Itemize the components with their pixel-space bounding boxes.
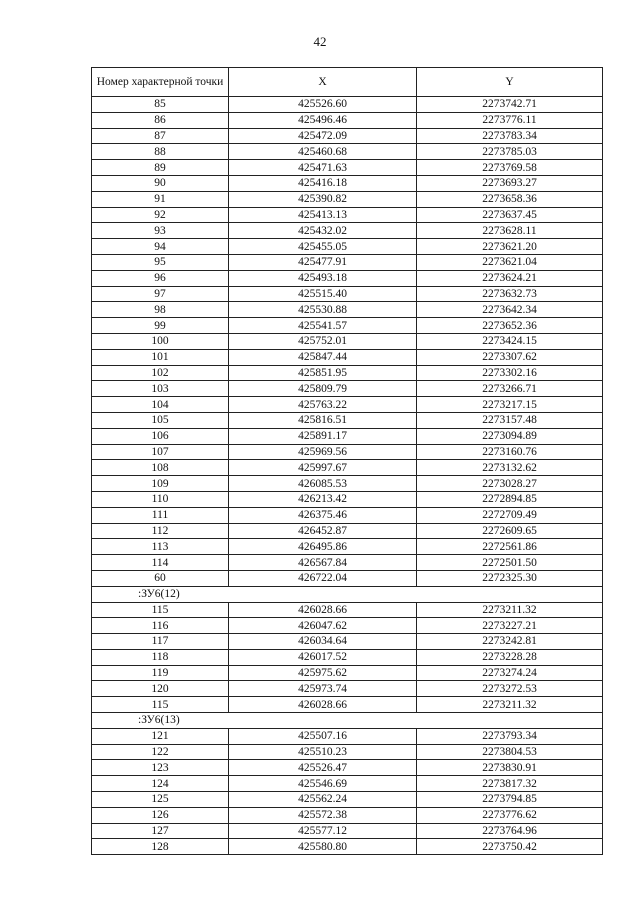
x-coordinate-cell: 426085.53 bbox=[229, 476, 417, 492]
table-row bbox=[92, 460, 603, 476]
header-y: Y bbox=[417, 68, 603, 97]
x-coordinate-cell: 425493.18 bbox=[229, 270, 417, 286]
y-coordinate-cell: 2273776.11 bbox=[417, 112, 603, 128]
point-number-cell: 117 bbox=[92, 634, 229, 650]
coordinates-table bbox=[91, 67, 603, 855]
x-coordinate-cell: 426034.64 bbox=[229, 634, 417, 650]
y-coordinate-cell: 2273652.36 bbox=[417, 318, 603, 334]
x-coordinate-cell: 425541.57 bbox=[229, 318, 417, 334]
table-row bbox=[92, 476, 603, 492]
page-number: 42 bbox=[313, 34, 327, 49]
y-coordinate-cell: 2273424.15 bbox=[417, 333, 603, 349]
y-coordinate-cell: 2272325.30 bbox=[417, 570, 603, 586]
point-number-cell: 101 bbox=[92, 349, 229, 365]
point-number-cell: 102 bbox=[92, 365, 229, 381]
y-coordinate-cell: 2273274.24 bbox=[417, 665, 603, 681]
header-x: X bbox=[229, 68, 417, 97]
y-coordinate-cell: 2273211.32 bbox=[417, 602, 603, 618]
table-row bbox=[92, 191, 603, 207]
x-coordinate-cell: 425507.16 bbox=[229, 728, 417, 744]
y-coordinate-cell: 2273642.34 bbox=[417, 302, 603, 318]
y-coordinate-cell: 2273785.03 bbox=[417, 144, 603, 160]
point-number-cell: 89 bbox=[92, 160, 229, 176]
table-row bbox=[92, 744, 603, 760]
y-coordinate-cell: 2273094.89 bbox=[417, 428, 603, 444]
x-coordinate-cell: 425975.62 bbox=[229, 665, 417, 681]
x-coordinate-cell: 425763.22 bbox=[229, 397, 417, 413]
section-empty-cell bbox=[417, 586, 603, 602]
x-coordinate-cell: 425973.74 bbox=[229, 681, 417, 697]
x-coordinate-cell: 425969.56 bbox=[229, 444, 417, 460]
x-coordinate-cell: 426375.46 bbox=[229, 507, 417, 523]
x-coordinate-cell: 425847.44 bbox=[229, 349, 417, 365]
table-row bbox=[92, 697, 603, 713]
y-coordinate-cell: 2273794.85 bbox=[417, 792, 603, 808]
x-coordinate-cell: 425816.51 bbox=[229, 412, 417, 428]
x-coordinate-cell: 425390.82 bbox=[229, 191, 417, 207]
section-label: :ЗУ6(12) bbox=[92, 586, 417, 602]
point-number-cell: 115 bbox=[92, 602, 229, 618]
point-number-cell: 112 bbox=[92, 523, 229, 539]
x-coordinate-cell: 425496.46 bbox=[229, 112, 417, 128]
point-number-cell: 85 bbox=[92, 97, 229, 113]
section-empty-cell bbox=[417, 713, 603, 729]
y-coordinate-cell: 2273764.96 bbox=[417, 823, 603, 839]
x-coordinate-cell: 425530.88 bbox=[229, 302, 417, 318]
table-row bbox=[92, 602, 603, 618]
table-row bbox=[92, 112, 603, 128]
point-number-cell: 99 bbox=[92, 318, 229, 334]
point-number-cell: 87 bbox=[92, 128, 229, 144]
table-row bbox=[92, 207, 603, 223]
y-coordinate-cell: 2273658.36 bbox=[417, 191, 603, 207]
table-row bbox=[92, 807, 603, 823]
x-coordinate-cell: 425416.18 bbox=[229, 175, 417, 191]
x-coordinate-cell: 425510.23 bbox=[229, 744, 417, 760]
point-number-cell: 105 bbox=[92, 412, 229, 428]
x-coordinate-cell: 425455.05 bbox=[229, 239, 417, 255]
point-number-cell: 103 bbox=[92, 381, 229, 397]
point-number-cell: 90 bbox=[92, 175, 229, 191]
table-row bbox=[92, 365, 603, 381]
point-number-cell: 60 bbox=[92, 570, 229, 586]
point-number-cell: 88 bbox=[92, 144, 229, 160]
x-coordinate-cell: 425577.12 bbox=[229, 823, 417, 839]
point-number-cell: 92 bbox=[92, 207, 229, 223]
y-coordinate-cell: 2273793.34 bbox=[417, 728, 603, 744]
x-coordinate-cell: 425471.63 bbox=[229, 160, 417, 176]
x-coordinate-cell: 426028.66 bbox=[229, 602, 417, 618]
y-coordinate-cell: 2273769.58 bbox=[417, 160, 603, 176]
table-row bbox=[92, 681, 603, 697]
table-row bbox=[92, 444, 603, 460]
table-row bbox=[92, 160, 603, 176]
x-coordinate-cell: 426028.66 bbox=[229, 697, 417, 713]
x-coordinate-cell: 425526.60 bbox=[229, 97, 417, 113]
x-coordinate-cell: 425477.91 bbox=[229, 254, 417, 270]
table-row bbox=[92, 760, 603, 776]
y-coordinate-cell: 2273307.62 bbox=[417, 349, 603, 365]
y-coordinate-cell: 2273242.81 bbox=[417, 634, 603, 650]
point-number-cell: 113 bbox=[92, 539, 229, 555]
point-number-cell: 122 bbox=[92, 744, 229, 760]
y-coordinate-cell: 2273160.76 bbox=[417, 444, 603, 460]
table-row bbox=[92, 570, 603, 586]
x-coordinate-cell: 425515.40 bbox=[229, 286, 417, 302]
point-number-cell: 97 bbox=[92, 286, 229, 302]
y-coordinate-cell: 2273272.53 bbox=[417, 681, 603, 697]
table-row bbox=[92, 491, 603, 507]
header-point-number: Номер характерной точки bbox=[92, 68, 229, 97]
x-coordinate-cell: 425432.02 bbox=[229, 223, 417, 239]
point-number-cell: 94 bbox=[92, 239, 229, 255]
point-number-cell: 118 bbox=[92, 649, 229, 665]
x-coordinate-cell: 425546.69 bbox=[229, 776, 417, 792]
point-number-cell: 120 bbox=[92, 681, 229, 697]
x-coordinate-cell: 425997.67 bbox=[229, 460, 417, 476]
point-number-cell: 95 bbox=[92, 254, 229, 270]
table-row bbox=[92, 823, 603, 839]
table-row bbox=[92, 128, 603, 144]
x-coordinate-cell: 425809.79 bbox=[229, 381, 417, 397]
table-row bbox=[92, 333, 603, 349]
section-label: :ЗУ6(13) bbox=[92, 713, 417, 729]
point-number-cell: 108 bbox=[92, 460, 229, 476]
y-coordinate-cell: 2273228.28 bbox=[417, 649, 603, 665]
x-coordinate-cell: 425413.13 bbox=[229, 207, 417, 223]
table-row bbox=[92, 555, 603, 571]
point-number-cell: 96 bbox=[92, 270, 229, 286]
table-row bbox=[92, 412, 603, 428]
y-coordinate-cell: 2273628.11 bbox=[417, 223, 603, 239]
y-coordinate-cell: 2273742.71 bbox=[417, 97, 603, 113]
table-row bbox=[92, 634, 603, 650]
point-number-cell: 91 bbox=[92, 191, 229, 207]
point-number-cell: 119 bbox=[92, 665, 229, 681]
x-coordinate-cell: 426452.87 bbox=[229, 523, 417, 539]
table-row bbox=[92, 665, 603, 681]
y-coordinate-cell: 2273266.71 bbox=[417, 381, 603, 397]
table-row bbox=[92, 223, 603, 239]
y-coordinate-cell: 2273157.48 bbox=[417, 412, 603, 428]
table-row bbox=[92, 302, 603, 318]
y-coordinate-cell: 2273783.34 bbox=[417, 128, 603, 144]
table-row bbox=[92, 270, 603, 286]
point-number-cell: 93 bbox=[92, 223, 229, 239]
y-coordinate-cell: 2273624.21 bbox=[417, 270, 603, 286]
y-coordinate-cell: 2273621.20 bbox=[417, 239, 603, 255]
x-coordinate-cell: 425891.17 bbox=[229, 428, 417, 444]
table-row bbox=[92, 728, 603, 744]
table-row bbox=[92, 381, 603, 397]
point-number-cell: 127 bbox=[92, 823, 229, 839]
x-coordinate-cell: 425580.80 bbox=[229, 839, 417, 855]
x-coordinate-cell: 425526.47 bbox=[229, 760, 417, 776]
y-coordinate-cell: 2273302.16 bbox=[417, 365, 603, 381]
x-coordinate-cell: 426047.62 bbox=[229, 618, 417, 634]
y-coordinate-cell: 2272894.85 bbox=[417, 491, 603, 507]
point-number-cell: 115 bbox=[92, 697, 229, 713]
point-number-cell: 110 bbox=[92, 491, 229, 507]
x-coordinate-cell: 426017.52 bbox=[229, 649, 417, 665]
y-coordinate-cell: 2273830.91 bbox=[417, 760, 603, 776]
x-coordinate-cell: 425752.01 bbox=[229, 333, 417, 349]
x-coordinate-cell: 426722.04 bbox=[229, 570, 417, 586]
y-coordinate-cell: 2273211.32 bbox=[417, 697, 603, 713]
table-row bbox=[92, 175, 603, 191]
section-row bbox=[92, 586, 603, 602]
point-number-cell: 128 bbox=[92, 839, 229, 855]
y-coordinate-cell: 2272561.86 bbox=[417, 539, 603, 555]
table-row bbox=[92, 792, 603, 808]
point-number-cell: 106 bbox=[92, 428, 229, 444]
y-coordinate-cell: 2273621.04 bbox=[417, 254, 603, 270]
table-row bbox=[92, 349, 603, 365]
point-number-cell: 126 bbox=[92, 807, 229, 823]
y-coordinate-cell: 2272709.49 bbox=[417, 507, 603, 523]
x-coordinate-cell: 425851.95 bbox=[229, 365, 417, 381]
table-header bbox=[92, 68, 603, 97]
table-row bbox=[92, 286, 603, 302]
x-coordinate-cell: 426213.42 bbox=[229, 491, 417, 507]
table-row bbox=[92, 507, 603, 523]
section-row bbox=[92, 713, 603, 729]
table-row bbox=[92, 254, 603, 270]
x-coordinate-cell: 425572.38 bbox=[229, 807, 417, 823]
point-number-cell: 107 bbox=[92, 444, 229, 460]
point-number-cell: 125 bbox=[92, 792, 229, 808]
y-coordinate-cell: 2272501.50 bbox=[417, 555, 603, 571]
x-coordinate-cell: 425460.68 bbox=[229, 144, 417, 160]
point-number-cell: 109 bbox=[92, 476, 229, 492]
y-coordinate-cell: 2273132.62 bbox=[417, 460, 603, 476]
point-number-cell: 86 bbox=[92, 112, 229, 128]
table-row bbox=[92, 649, 603, 665]
table-row bbox=[92, 97, 603, 113]
x-coordinate-cell: 425472.09 bbox=[229, 128, 417, 144]
header-row bbox=[92, 68, 603, 97]
x-coordinate-cell: 425562.24 bbox=[229, 792, 417, 808]
y-coordinate-cell: 2272609.65 bbox=[417, 523, 603, 539]
y-coordinate-cell: 2273804.53 bbox=[417, 744, 603, 760]
point-number-cell: 100 bbox=[92, 333, 229, 349]
y-coordinate-cell: 2273637.45 bbox=[417, 207, 603, 223]
y-coordinate-cell: 2273227.21 bbox=[417, 618, 603, 634]
table-row bbox=[92, 397, 603, 413]
table-row bbox=[92, 428, 603, 444]
y-coordinate-cell: 2273750.42 bbox=[417, 839, 603, 855]
y-coordinate-cell: 2273776.62 bbox=[417, 807, 603, 823]
point-number-cell: 104 bbox=[92, 397, 229, 413]
table-row bbox=[92, 318, 603, 334]
x-coordinate-cell: 426567.84 bbox=[229, 555, 417, 571]
x-coordinate-cell: 426495.86 bbox=[229, 539, 417, 555]
table-row bbox=[92, 618, 603, 634]
table-body bbox=[92, 97, 603, 855]
point-number-cell: 124 bbox=[92, 776, 229, 792]
table-row bbox=[92, 776, 603, 792]
point-number-cell: 116 bbox=[92, 618, 229, 634]
point-number-cell: 123 bbox=[92, 760, 229, 776]
y-coordinate-cell: 2273817.32 bbox=[417, 776, 603, 792]
table-row bbox=[92, 539, 603, 555]
y-coordinate-cell: 2273693.27 bbox=[417, 175, 603, 191]
table-row bbox=[92, 839, 603, 855]
table-row bbox=[92, 523, 603, 539]
point-number-cell: 111 bbox=[92, 507, 229, 523]
table-row bbox=[92, 144, 603, 160]
point-number-cell: 114 bbox=[92, 555, 229, 571]
y-coordinate-cell: 2273632.73 bbox=[417, 286, 603, 302]
y-coordinate-cell: 2273028.27 bbox=[417, 476, 603, 492]
point-number-cell: 121 bbox=[92, 728, 229, 744]
table-row bbox=[92, 239, 603, 255]
point-number-cell: 98 bbox=[92, 302, 229, 318]
y-coordinate-cell: 2273217.15 bbox=[417, 397, 603, 413]
